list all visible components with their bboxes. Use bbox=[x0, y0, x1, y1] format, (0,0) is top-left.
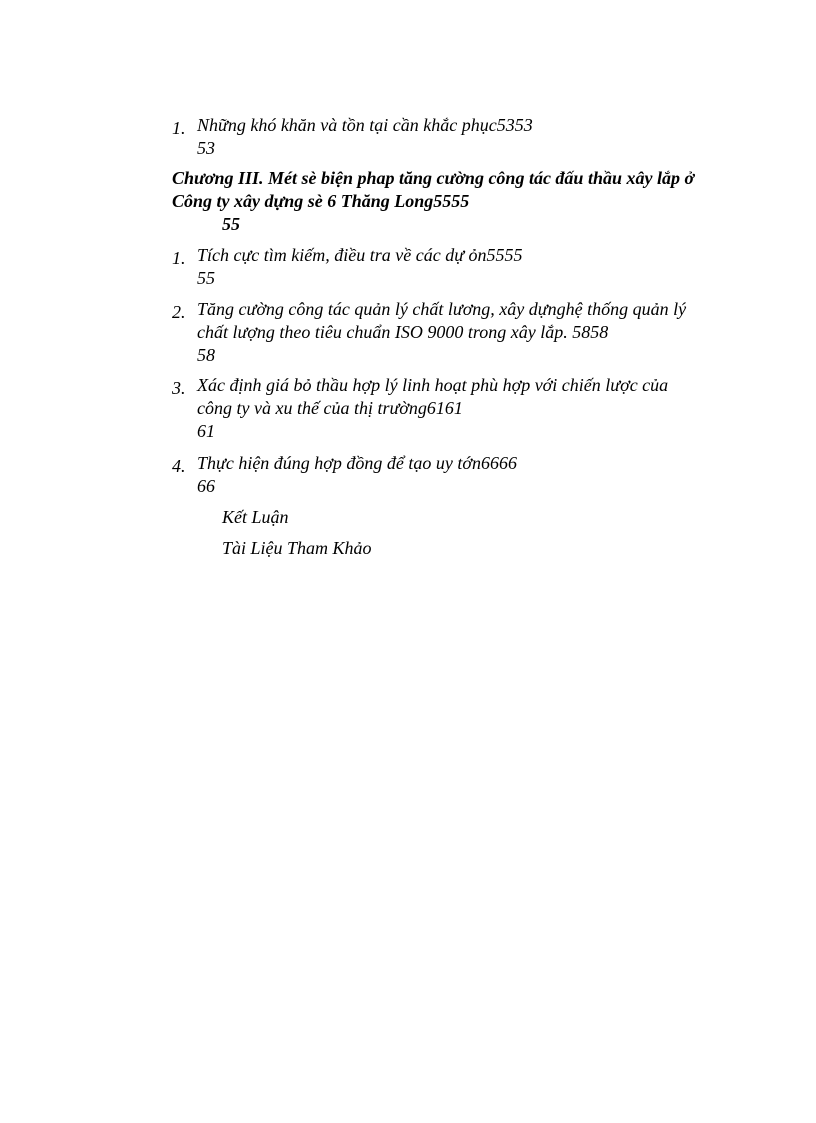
toc-entry-page: 58 bbox=[197, 345, 215, 365]
toc-entry-page: 61 bbox=[197, 421, 215, 441]
toc-entry-page: 53 bbox=[197, 138, 215, 158]
toc-conclusion[interactable]: Kết Luận bbox=[222, 507, 289, 527]
toc-entry-number: 1. bbox=[172, 118, 186, 138]
toc-entry-2[interactable] bbox=[172, 298, 702, 367]
toc-references[interactable]: Tài Liệu Tham Khảo bbox=[222, 538, 372, 558]
toc-entry-number: 4. bbox=[172, 456, 186, 476]
toc-entry-page: 55 bbox=[197, 268, 215, 288]
toc-entry-text: Xác định giá bỏ thầu hợp lý linh hoạt phù hợp với chiến lược của công ty và xu thế của thị trường6161 bbox=[197, 375, 669, 418]
toc-entry-text: Những khó khăn và tồn tại cần khắc phục5353 bbox=[197, 115, 533, 135]
toc-chapter-title: Chương III. Mét sè biện phap tăng cường công tác đấu thầu xây lắp ở Công ty xây dựng sè 6 Thăng Long5555 bbox=[172, 168, 695, 211]
toc-entry-number: 2. bbox=[172, 302, 186, 322]
toc-entry-page: 66 bbox=[197, 476, 215, 496]
toc-entry-text: Thực hiện đúng hợp đồng để tạo uy tớn6666 bbox=[197, 453, 518, 473]
toc-entry-difficulties[interactable] bbox=[172, 114, 702, 160]
toc-entry-text: Tích cực tìm kiếm, điều tra về các dự ỏn5555 bbox=[197, 245, 523, 265]
toc-entry-number: 3. bbox=[172, 378, 186, 398]
toc-entry-text: Tăng cường công tác quản lý chất lương, xây dựnghệ thống quản lý chất lượng theo tiêu chuẩn ISO 9000 trong xây lắp. 5858 bbox=[197, 299, 687, 342]
toc-chapter-page: 55 bbox=[222, 214, 240, 234]
toc-entry-3[interactable] bbox=[172, 374, 702, 443]
toc-entry-1[interactable] bbox=[172, 244, 702, 290]
toc-chapter-3[interactable] bbox=[172, 167, 712, 236]
toc-entry-4[interactable] bbox=[172, 452, 702, 498]
toc-entry-number: 1. bbox=[172, 248, 186, 268]
